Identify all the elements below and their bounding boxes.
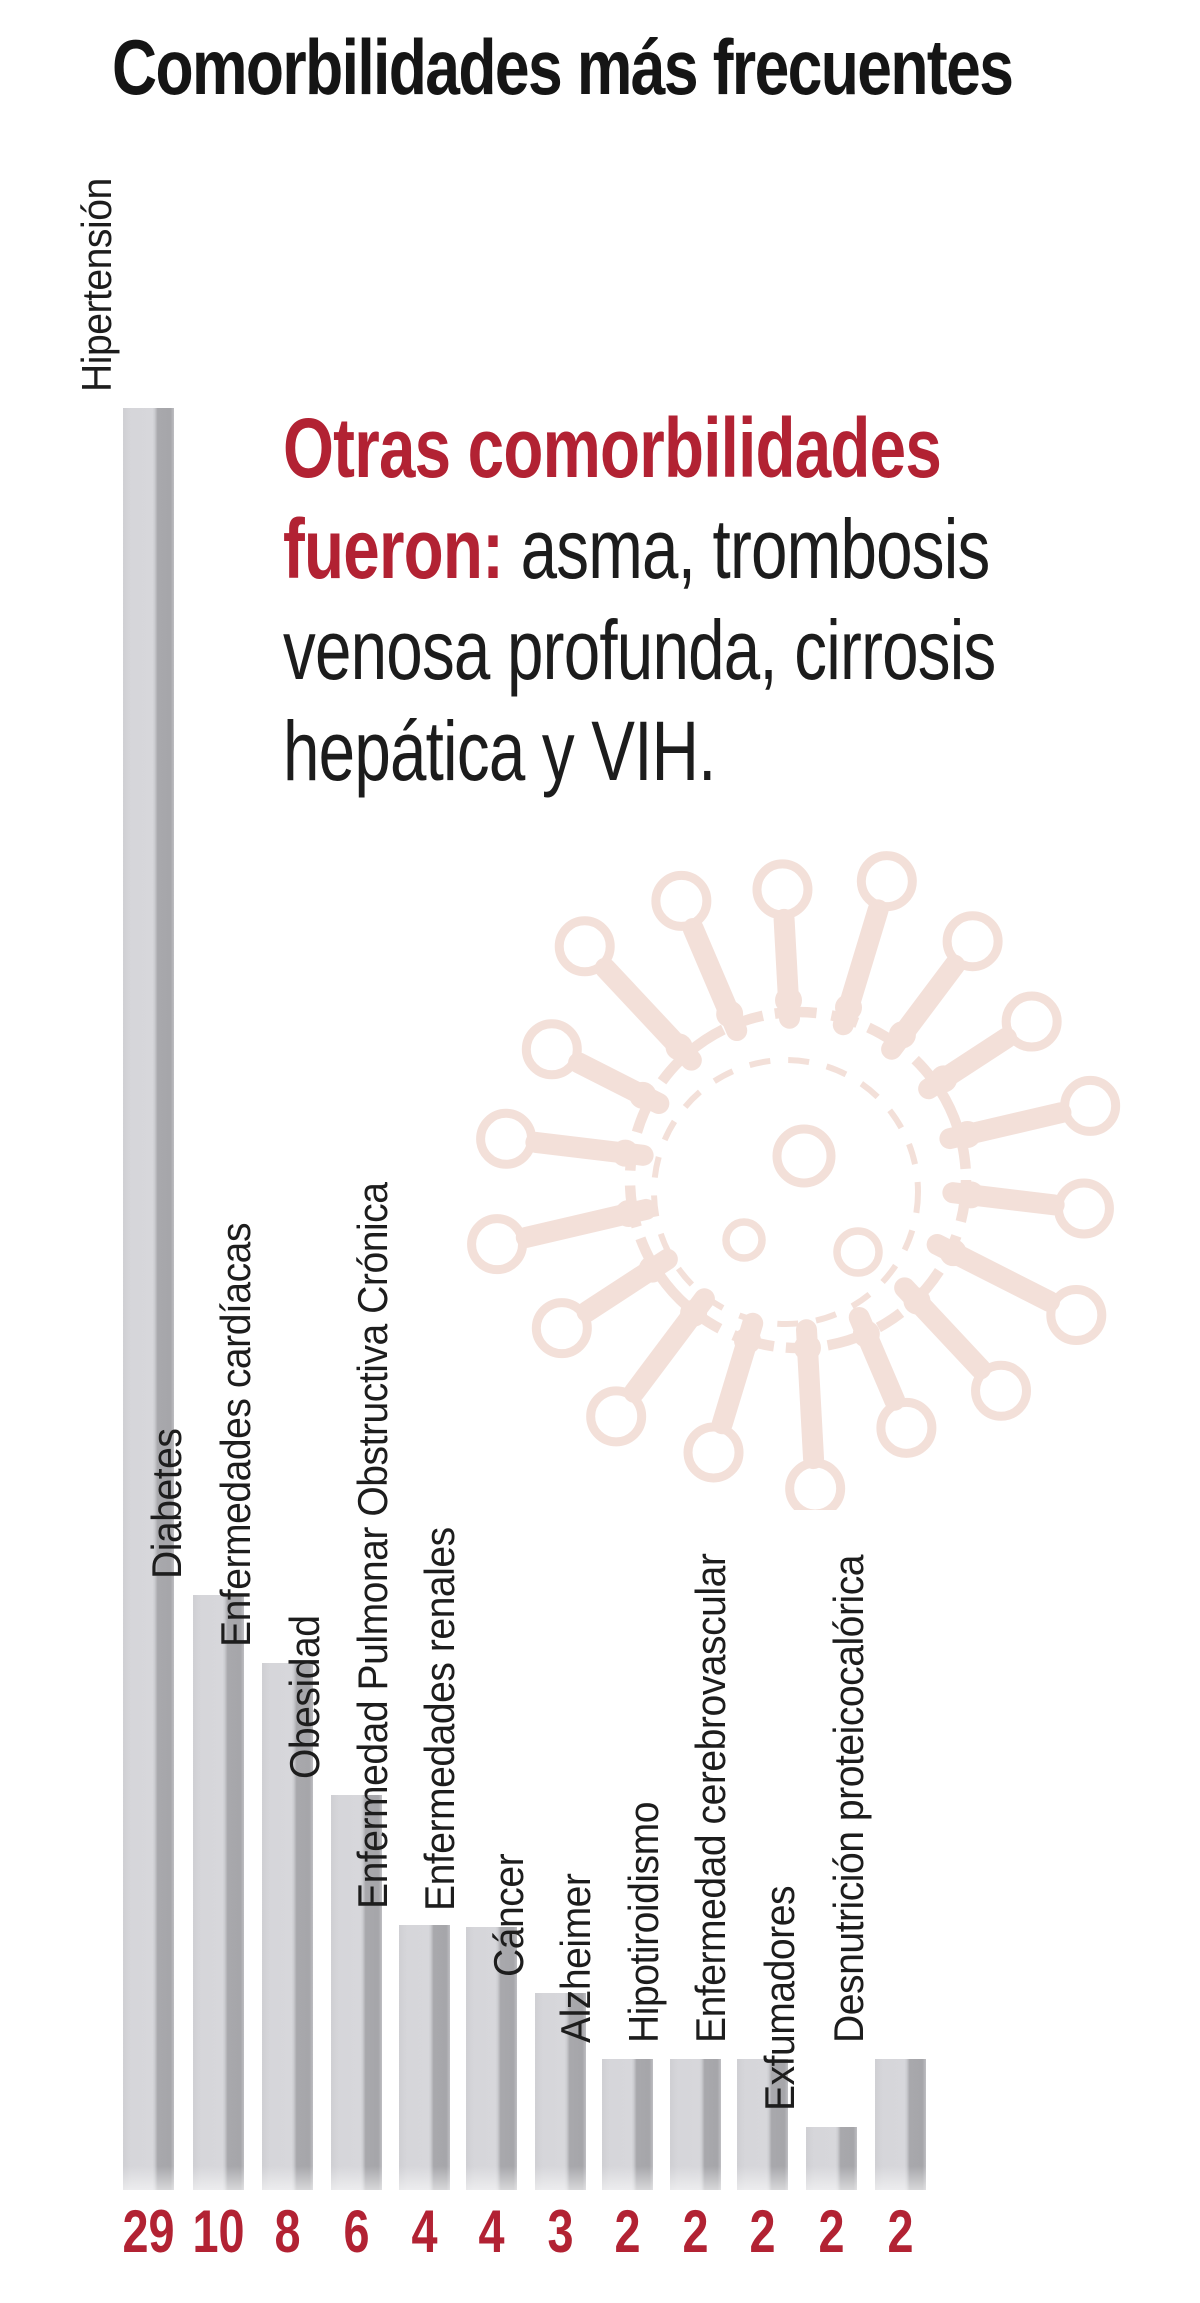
bar [602, 2059, 653, 2190]
note-segment: venosa profunda, cirrosis [283, 603, 996, 697]
bar-label: Enfermedad cerebrovascular [686, 1553, 734, 2043]
bar [806, 2127, 857, 2190]
bar-label: Alzheimer [551, 1873, 599, 2043]
bar [670, 2059, 721, 2190]
note-text [283, 398, 996, 802]
bar-value: 29 [122, 2198, 175, 2265]
bar [399, 1925, 450, 2190]
note-segment: hepática y VIH. [283, 704, 716, 798]
bar-value: 2 [682, 2198, 709, 2265]
bar-label: Enfermedades renales [415, 1527, 463, 1911]
bar [875, 2059, 926, 2190]
bar-label: Enfermedad Pulmonar Obstructiva Crónica [348, 1182, 396, 1909]
bar-value: 2 [818, 2198, 845, 2265]
bar-value: 2 [749, 2198, 776, 2265]
bar [193, 1595, 244, 2190]
bar-value: 4 [411, 2198, 438, 2265]
note-segment: fueron: [283, 502, 521, 596]
bar [123, 408, 174, 2190]
bar-label: Hipotiroidismo [619, 1802, 667, 2043]
bar-value: 10 [192, 2198, 245, 2265]
note-segment: Otras comorbilidades [283, 401, 942, 495]
bar-label: Obesidad [280, 1615, 328, 1779]
bar-value: 4 [478, 2198, 505, 2265]
bar-value: 3 [547, 2198, 574, 2265]
bar-label: Hipertensión [72, 178, 120, 392]
bar-label: Exfumadores [755, 1885, 803, 2111]
note-segment: asma, trombosis [520, 502, 990, 596]
coronavirus-watermark-icon [462, 838, 1134, 1510]
bar-value: 8 [274, 2198, 301, 2265]
bar-value: 6 [343, 2198, 370, 2265]
bar-label: Diabetes [142, 1428, 190, 1579]
bar-label: Desnutrición proteicocalórica [824, 1554, 872, 2043]
bar-value: 2 [887, 2198, 914, 2265]
bar-value: 2 [614, 2198, 641, 2265]
bar-label: Enfermedades cardíacas [211, 1222, 259, 1647]
bar-label: Cáncer [484, 1853, 532, 1977]
chart-title: Comorbilidades más frecuentes [112, 23, 1013, 111]
